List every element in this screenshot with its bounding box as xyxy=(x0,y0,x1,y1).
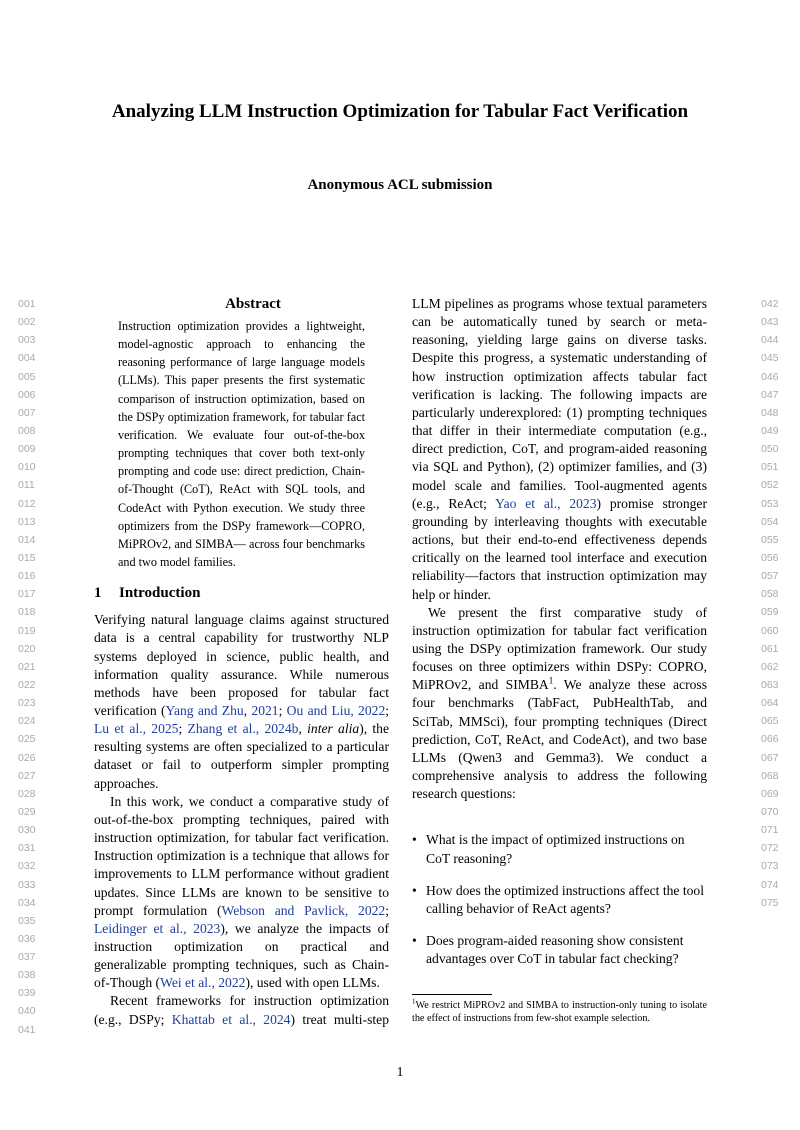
abstract-heading: Abstract xyxy=(225,296,281,312)
line-number: 061 xyxy=(761,642,779,655)
line-number: 044 xyxy=(761,334,779,347)
line-number: 051 xyxy=(761,461,779,474)
line-number: 023 xyxy=(18,697,36,710)
line-number: 035 xyxy=(18,914,36,927)
line-number: 026 xyxy=(18,751,36,764)
line-number: 025 xyxy=(18,733,36,746)
line-number: 040 xyxy=(18,1005,36,1018)
line-number: 069 xyxy=(761,787,779,800)
paragraph-3-overflow: ) treat multi-step xyxy=(290,1011,389,1027)
footnote-mark[interactable]: 1 xyxy=(548,675,554,686)
citation-link[interactable]: Webson and Pavlick, 2022 xyxy=(221,902,386,918)
paper-title: Analyzing LLM Instruction Optimization for Tabular Fact Verification xyxy=(111,101,689,122)
intro-paragraph-2: In this work, we conduct a comparative study of out-of-the-box prompting techniques, paired with instruction optimization, for tabular fact verification. Instruction optimization is a technique that allows for improvements to LLM performance without gradient updates. Since LLMs are known to be sensitive to prompt formulation (Webson and Pavlick, 2022; Leidinger et al., 2023), we analyze the impacts of instruction optimization on practical and generalizable prompting techniques, such as Chain-of-Though (Wei et al., 2022), used with open LLMs. xyxy=(94,793,389,991)
line-number: 012 xyxy=(18,497,36,510)
line-number: 064 xyxy=(761,697,779,710)
line-number: 034 xyxy=(18,896,36,909)
line-number: 020 xyxy=(18,642,36,655)
line-number: 027 xyxy=(18,769,36,782)
line-number: 049 xyxy=(761,424,779,437)
intro-paragraph-3-continued: LLM pipelines as programs whose textual parameters can be automatically tuned by search or meta-reasoning, yielding large gains on diverse tasks. Despite this progress, a systematic understanding of how instruction optimization affects tabular fact verification is lacking. The following impacts are particularly underexplored: (1) prompting techniques that differ in their intermediate computation (e.g., direct prediction, CoT, and program-aided reasoning via SQL and Python), (2) optimizer families, and (3) model scale and families. Tool-augmented agents (e.g., ReAct; Yao et al., 2023) promise stronger grounding by interleaving thoughts with executable actions, but their end-to-end effectiveness depends critically on the learned tool interface and execution reliability—factors that instruction optimization may help or hinder. xyxy=(412,296,707,602)
page-number: 1 xyxy=(396,1065,404,1080)
line-number: 016 xyxy=(18,570,36,583)
line-number: 057 xyxy=(761,570,779,583)
line-number: 001 xyxy=(18,298,36,310)
line-number: 009 xyxy=(18,443,36,456)
line-number: 072 xyxy=(761,842,779,855)
intro-paragraph-4: We present the first comparative study of instruction optimization for tabular fact verification using the DSPy optimization framework. Our study focuses on three optimizers within DSPy: COPRO, MiPROv2, and SIMBA$^1$. We analyze these across four benchmarks (TabFact, PubHealthTab, and SciTab, MMSci), four prompting techniques (Direct prediction, CoT, ReAct, and CodeAct), and two base LLMs (Qwen3 and Gemma3). We conduct a comprehensive analysis to address the following research questions: xyxy=(412,604,707,802)
line-number: 029 xyxy=(18,805,36,818)
intro-paragraph-1: Verifying natural language claims against structured data is a central capability for trustworthy NLP systems deployed in science, public health, and information quality assurance. While numerous methods have been proposed for tabular fact verification (Yang and Zhu, 2021; Ou and Liu, 2022; Lu et al., 2025; Zhang et al., 2024b, inter alia), the resulting systems are often specialized to a particular dataset or fail to outperform simpler prompting approaches. xyxy=(94,612,390,791)
line-number: 048 xyxy=(761,406,779,419)
line-number: 058 xyxy=(761,588,779,601)
line-number: 024 xyxy=(18,715,36,728)
footnote: $^1$We restrict MiPROv2 and SIMBA to instruction-only tuning to isolate the effect of instructions from few-shot example selection. xyxy=(412,997,707,1025)
citation-link[interactable]: Lu et al., 2025 xyxy=(94,721,179,737)
research-questions-list xyxy=(412,831,707,968)
line-number: 045 xyxy=(761,352,779,365)
line-number: 038 xyxy=(18,969,36,982)
line-number: 004 xyxy=(18,352,36,365)
line-number: 074 xyxy=(761,878,779,891)
line-numbers-right xyxy=(761,295,779,912)
line-number: 047 xyxy=(761,388,779,401)
line-number: 030 xyxy=(18,824,36,837)
section-title: Introduction xyxy=(119,585,201,602)
author-line: Anonymous ACL submission xyxy=(307,177,493,193)
line-number: 070 xyxy=(761,805,779,818)
line-number: 003 xyxy=(18,334,36,347)
line-number: 006 xyxy=(18,388,36,401)
list-item: • What is the impact of optimized instructions on CoT reasoning? xyxy=(412,831,707,867)
left-column xyxy=(94,295,389,1029)
right-column xyxy=(412,295,707,984)
line-number: 028 xyxy=(18,787,36,800)
line-number: 018 xyxy=(18,606,36,619)
line-number: 019 xyxy=(18,624,36,637)
line-number: 017 xyxy=(18,588,36,601)
line-number: 052 xyxy=(761,479,779,492)
line-number: 041 xyxy=(18,1023,36,1036)
line-number: 071 xyxy=(761,824,779,837)
line-number: 022 xyxy=(18,678,36,691)
line-number: 021 xyxy=(18,660,36,673)
line-number: 068 xyxy=(761,769,779,782)
citation-link[interactable]: Khattab et al., 2024 xyxy=(171,1011,291,1027)
list-item: • Does program-aided reasoning show consistent advantages over CoT in tabular fact checking? xyxy=(412,932,707,968)
line-number: 032 xyxy=(18,860,36,873)
citation-link[interactable]: Yang and Zhu xyxy=(165,702,244,718)
list-item: • How does the optimized instructions affect the tool calling behavior of ReAct agents? xyxy=(412,882,707,918)
line-number: 002 xyxy=(18,316,36,329)
line-number: 015 xyxy=(18,551,36,564)
line-number: 011 xyxy=(18,479,35,492)
line-number: 043 xyxy=(761,316,779,329)
line-number: 007 xyxy=(18,406,36,419)
line-number: 075 xyxy=(761,896,779,909)
intro-paragraph-3-start: Recent frameworks for instruction optimization (e.g., DSPy; Khattab et al., 2024) treat multi-step xyxy=(94,993,389,1027)
line-number: 065 xyxy=(761,715,779,728)
line-number: 036 xyxy=(18,932,36,945)
abstract-text: Instruction optimization provides a lightweight, model-agnostic approach to enhancing the reasoning performance of large language models (LLMs). This paper presents the first systematic comparison of instruction optimization, based on the DSPy optimization framework, for tabular fact verification. We evaluate four out-of-the-box prompting techniques that cover both text-only prompting and code use: direct prediction, Chain-of-Thought (CoT), ReAct with SQL tools, and CodeAct with Python execution. We study three optimizers from the DSPy framework—COPRO, MiPROv2, and SIMBA— across four benchmarks and two model families. xyxy=(118,319,365,570)
line-number: 053 xyxy=(761,497,779,510)
line-number: 062 xyxy=(761,660,779,673)
line-number: 042 xyxy=(761,298,779,310)
citation-link[interactable]: Wei et al., 2022 xyxy=(160,975,246,991)
line-number: 055 xyxy=(761,533,779,546)
line-number: 013 xyxy=(18,515,36,528)
line-number: 059 xyxy=(761,606,779,619)
line-number: 046 xyxy=(761,370,779,383)
line-number: 063 xyxy=(761,678,779,691)
citation-link[interactable]: Yao et al., 2023 xyxy=(495,495,597,511)
line-number: 067 xyxy=(761,751,779,764)
line-number: 014 xyxy=(18,533,36,546)
line-number: 005 xyxy=(18,370,36,383)
line-number: 056 xyxy=(761,551,779,564)
line-number: 010 xyxy=(18,461,36,474)
citation-link[interactable]: Leidinger et al., 2023 xyxy=(94,920,221,936)
line-number: 060 xyxy=(761,624,779,637)
section-heading-introduction xyxy=(94,575,389,611)
line-number: 066 xyxy=(761,733,779,746)
footnote-divider xyxy=(412,994,492,995)
line-numbers-left xyxy=(18,295,36,1039)
citation-link[interactable]: Ou and Liu, 2022 xyxy=(286,702,386,718)
line-number: 050 xyxy=(761,443,779,456)
line-number: 033 xyxy=(18,878,36,891)
line-number: 073 xyxy=(761,860,779,873)
line-number: 008 xyxy=(18,424,36,437)
line-number: 031 xyxy=(18,842,36,855)
line-number: 039 xyxy=(18,987,36,1000)
line-number: 037 xyxy=(18,951,36,964)
citation-link[interactable]: 2021 xyxy=(251,702,279,718)
line-number: 054 xyxy=(761,515,779,528)
section-number: 1 xyxy=(94,585,102,602)
citation-link[interactable]: Zhang et al., 2024b xyxy=(187,721,299,737)
